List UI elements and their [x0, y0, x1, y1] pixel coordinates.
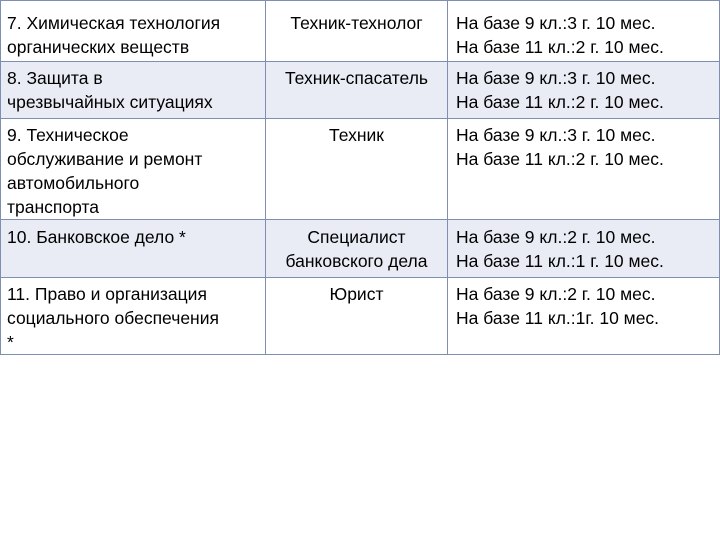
specialty-cell: 10. Банковское дело *: [1, 220, 266, 278]
specialty-cell: 11. Право и организация социального обеспечения *: [1, 278, 266, 355]
specialty-cell: 9. Техническое обслуживание и ремонт автомобильного транспорта: [1, 119, 266, 220]
table-row: [1, 62, 720, 119]
qualification-cell: Юрист: [266, 278, 448, 355]
table-row: [1, 1, 720, 62]
table-row: [1, 220, 720, 278]
duration-cell: На базе 9 кл.:2 г. 10 мес. На базе 11 кл.:1 г. 10 мес.: [448, 220, 720, 278]
table-row: [1, 119, 720, 220]
duration-cell: На базе 9 кл.:3 г. 10 мес. На базе 11 кл.:2 г. 10 мес.: [448, 119, 720, 220]
duration-cell: На базе 9 кл.:2 г. 10 мес. На базе 11 кл.:1г. 10 мес.: [448, 278, 720, 355]
qualification-cell: Специалист банковского дела: [266, 220, 448, 278]
specialty-cell: 7. Химическая технология органических веществ: [1, 1, 266, 62]
qualification-cell: Техник: [266, 119, 448, 220]
qualification-cell: Техник-спасатель: [266, 62, 448, 119]
duration-cell: На базе 9 кл.:3 г. 10 мес. На базе 11 кл.:2 г. 10 мес.: [448, 1, 720, 62]
qualification-cell: Техник-технолог: [266, 1, 448, 62]
duration-cell: На базе 9 кл.:3 г. 10 мес. На базе 11 кл.:2 г. 10 мес.: [448, 62, 720, 119]
table-row: [1, 278, 720, 355]
specialty-cell: 8. Защита в чрезвычайных ситуациях: [1, 62, 266, 119]
